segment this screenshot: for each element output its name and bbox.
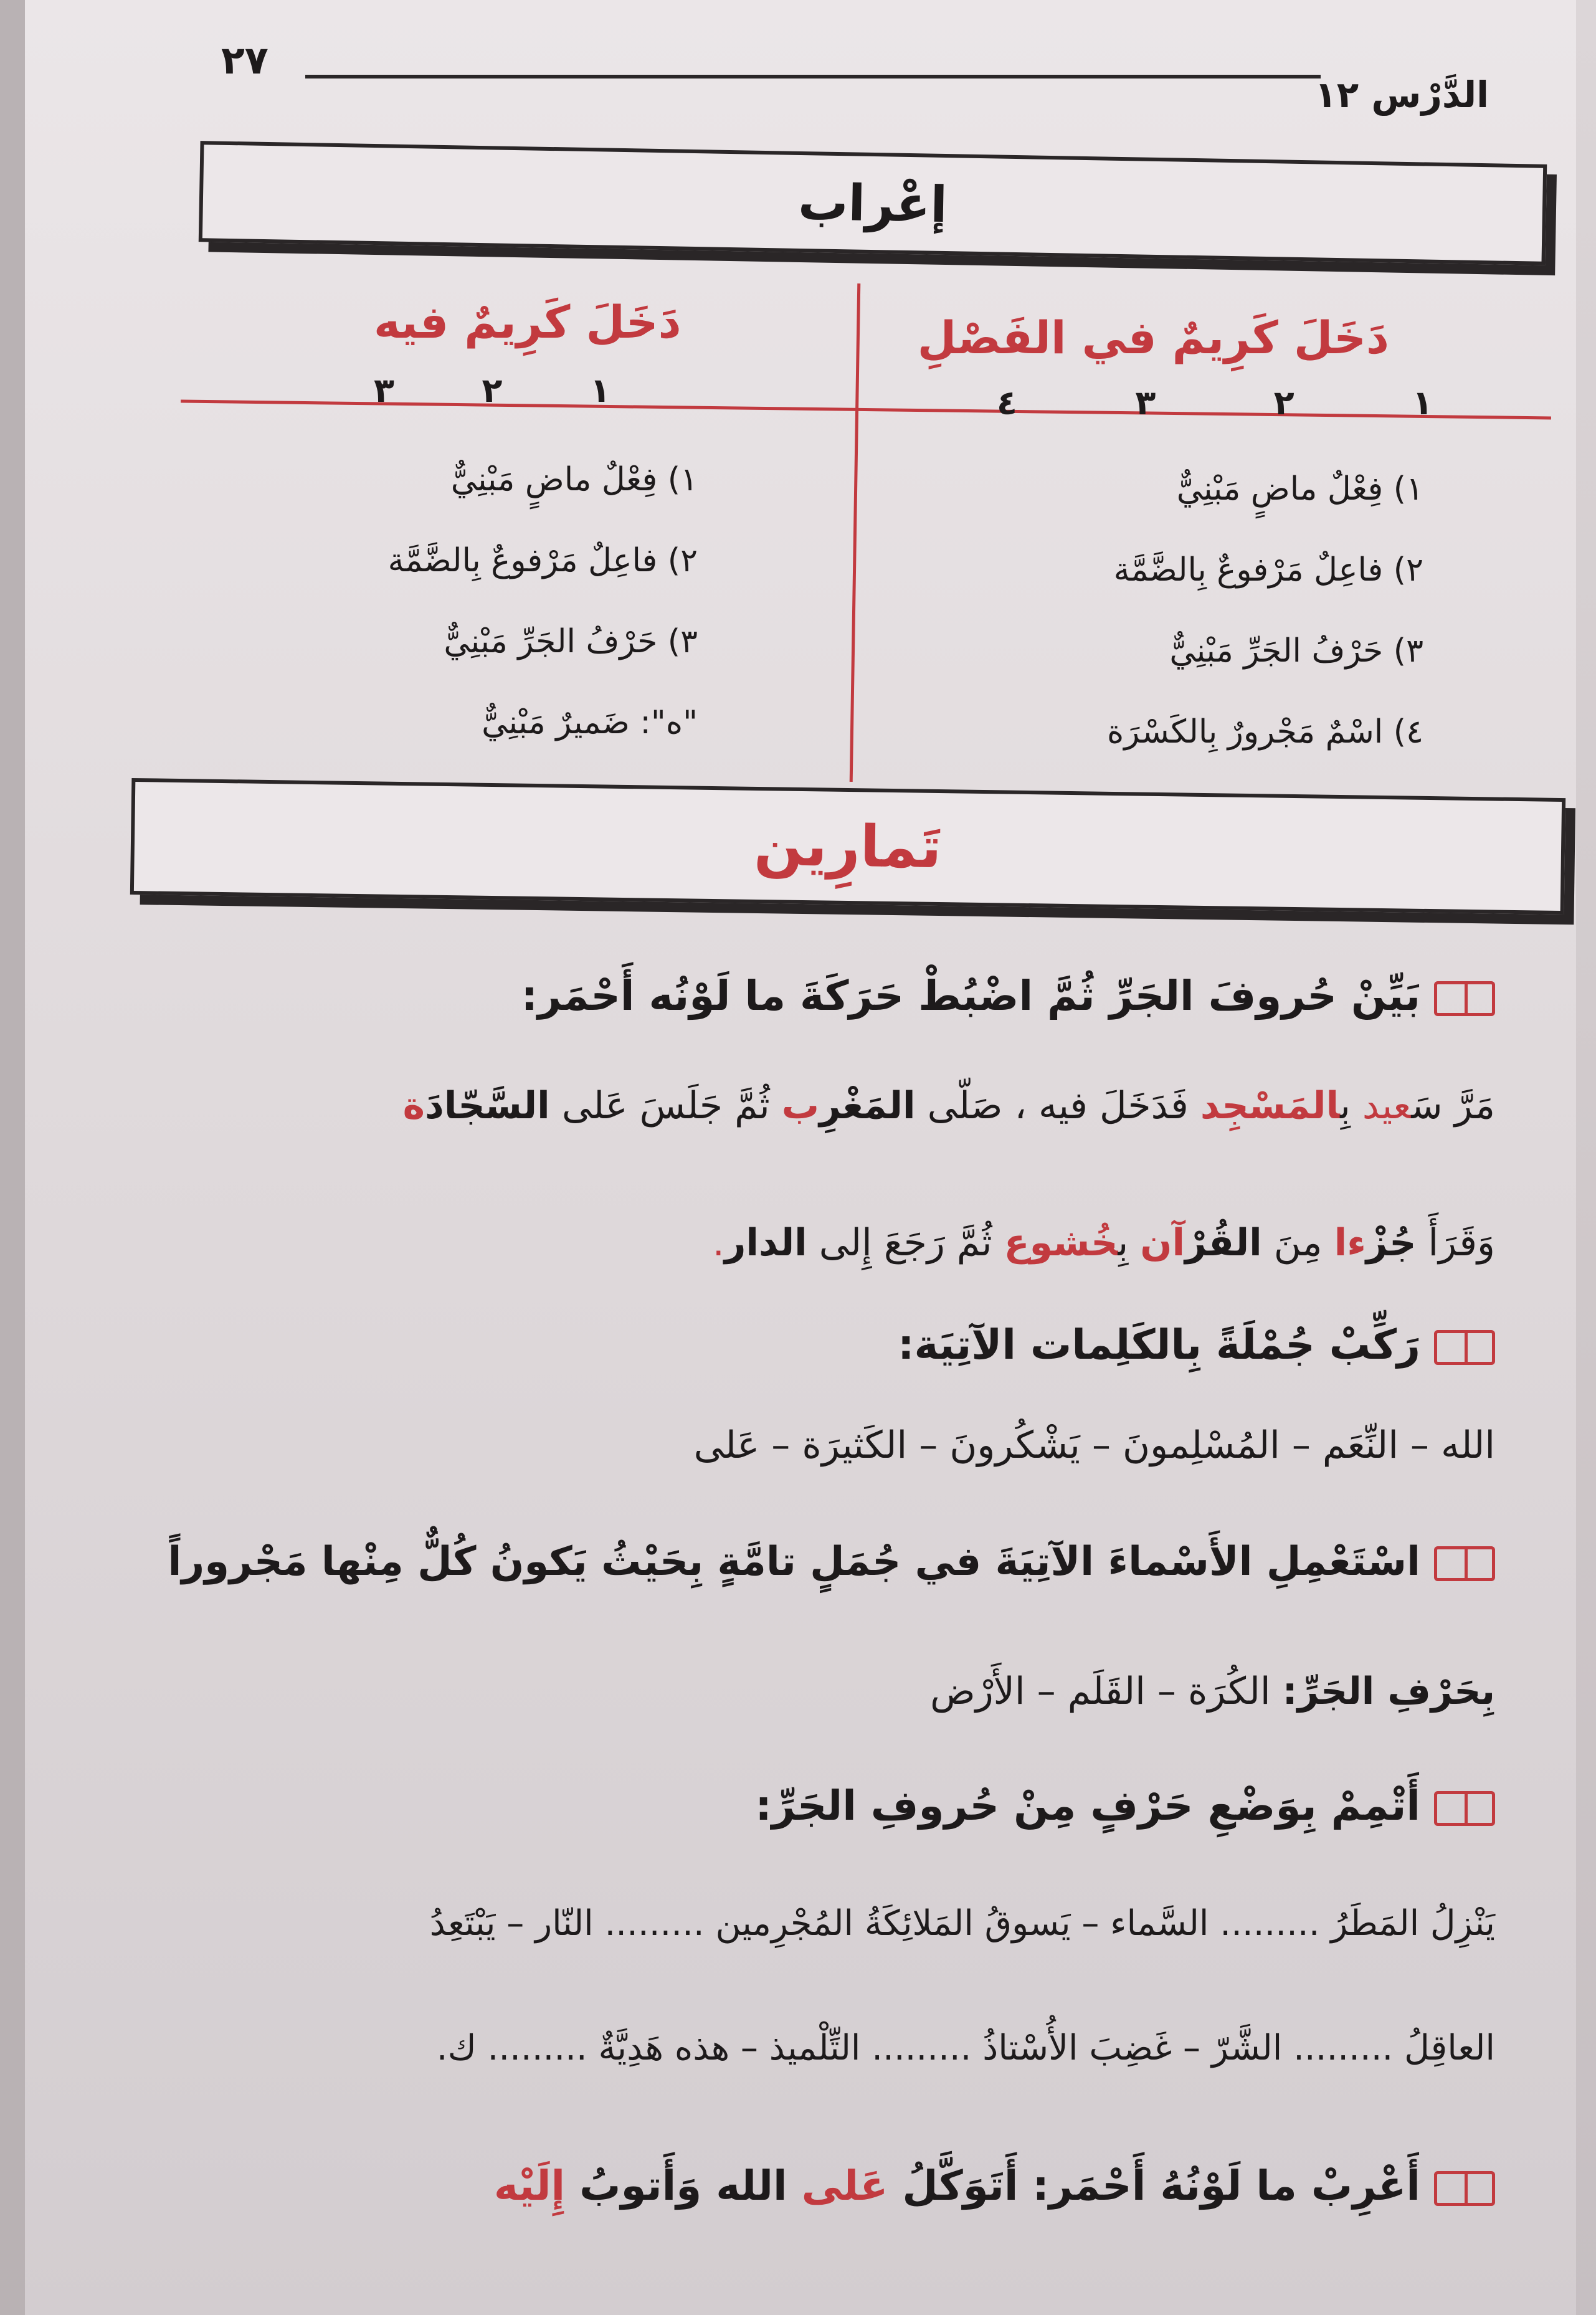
exercises-title: تَمارِين — [753, 811, 943, 882]
left-column-analysis — [388, 461, 698, 785]
exercise-4-line-1: يَنْزِلُ المَطَرُ ......... السَّماء – يَسوقُ المَلائِكَةُ المُجْرِمين ......... النّار – يَبْتَعِدُ — [429, 1903, 1495, 1944]
exercise-1-instruction: بَيِّنْ حُروفَ الجَرِّ ثُمَّ اضْبُطْ حَرَكَةَ ما لَوْنُه أَحْمَر: — [50, 972, 1495, 1020]
list-item: "ه": ضَميرٌ مَبْنِيٌّ — [482, 704, 698, 741]
right-column-analysis — [1107, 470, 1423, 794]
right-column-title: دَخَلَ كَرِيمٌ في الفَصْلِ — [917, 311, 1389, 364]
list-item: ١) فِعْلٌ ماضٍ مَبْنِيٌّ — [450, 461, 698, 498]
table-vertical-divider — [850, 283, 861, 782]
exercise-2-words: الله – النِّعَم – المُسْلِمونَ – يَشْكُرونَ – الكَثيرَة – عَلى — [693, 1424, 1495, 1467]
word-number: ١ — [1412, 383, 1433, 422]
word-number: ٣ — [374, 371, 394, 410]
lesson-label: الدَّرْس ١٢ — [1314, 74, 1489, 116]
list-item: ٣) حَرْفُ الجَرِّ مَبْنِيٌّ — [444, 623, 698, 660]
page-number: ٢٧ — [221, 37, 268, 83]
header-rule — [305, 75, 1321, 78]
list-item: ٤) اسْمٌ مَجْرورٌ بِالكَسْرَة — [1107, 713, 1423, 751]
irab-title-box — [199, 141, 1547, 265]
word-number: ١ — [590, 371, 610, 410]
exercise-4-line-2: العاقِلُ ......... الشَّرّ – غَضِبَ الأُسْتاذُ ......... التِّلْميذ – هذه هَدِيَّةٌ ......... ك. — [436, 2028, 1495, 2068]
right-column-numbers — [997, 383, 1433, 422]
exercise-2-instruction: رَكِّبْ جُمْلَةً بِالكَلِمات الآتِيَة: — [50, 1321, 1495, 1369]
book-icon — [1434, 1330, 1495, 1365]
left-column-numbers — [374, 371, 610, 410]
book-icon — [1434, 1546, 1495, 1581]
book-spine — [0, 0, 25, 2315]
list-item: ٣) حَرْفُ الجَرِّ مَبْنِيٌّ — [1169, 632, 1423, 670]
book-icon — [1434, 2171, 1495, 2206]
word-number: ٤ — [997, 383, 1017, 422]
exercise-1-line-2: وَقَرَأَ جُزْءا مِنَ القُرْآن بِخُشوع ثُمَّ رَجَعَ إِلى الدار. — [712, 1221, 1495, 1265]
exercise-5-instruction: أَعْرِبْ ما لَوْنُهُ أَحْمَر: أَتَوَكَّلُ عَلى الله وَأَتوبُ إِلَيْه — [50, 2162, 1495, 2210]
list-item: ١) فِعْلٌ ماضٍ مَبْنِيٌّ — [1176, 470, 1423, 508]
exercise-4-instruction: أَتْمِمْ بِوَضْعِ حَرْفٍ مِنْ حُروفِ الجَرِّ: — [50, 1782, 1495, 1830]
book-page — [25, 0, 1576, 2315]
left-column-title: دَخَلَ كَرِيمٌ فيه — [374, 296, 682, 348]
exercise-1-line-1: مَرَّ سَعيد بِالمَسْجِد فَدَخَلَ فيه ، صَلّى المَغْرِب ثُمَّ جَلَسَ عَلى السَّجّادَة — [402, 1084, 1495, 1128]
book-icon — [1434, 981, 1495, 1016]
word-number: ٢ — [482, 371, 503, 410]
word-number: ٣ — [1135, 383, 1156, 422]
exercise-3-continuation: بِحَرْفِ الجَرِّ: الكُرَة – القَلَم – الأَرْض — [930, 1670, 1495, 1713]
list-item: ٢) فاعِلٌ مَرْفوعٌ بِالضَّمَّة — [387, 542, 698, 579]
exercise-3-instruction: اسْتَعْمِلِ الأَسْماءَ الآتِيَةَ في جُمَلٍ تامَّةٍ بِحَيْثُ يَكونُ كُلٌّ مِنْها مَجْروراً — [50, 1539, 1495, 1585]
word-number: ٢ — [1273, 383, 1294, 422]
list-item: ٢) فاعِلٌ مَرْفوعٌ بِالضَّمَّة — [1113, 551, 1423, 589]
irab-title: إعْراب — [797, 173, 948, 234]
exercises-title-box — [130, 778, 1565, 915]
book-icon — [1434, 1791, 1495, 1826]
